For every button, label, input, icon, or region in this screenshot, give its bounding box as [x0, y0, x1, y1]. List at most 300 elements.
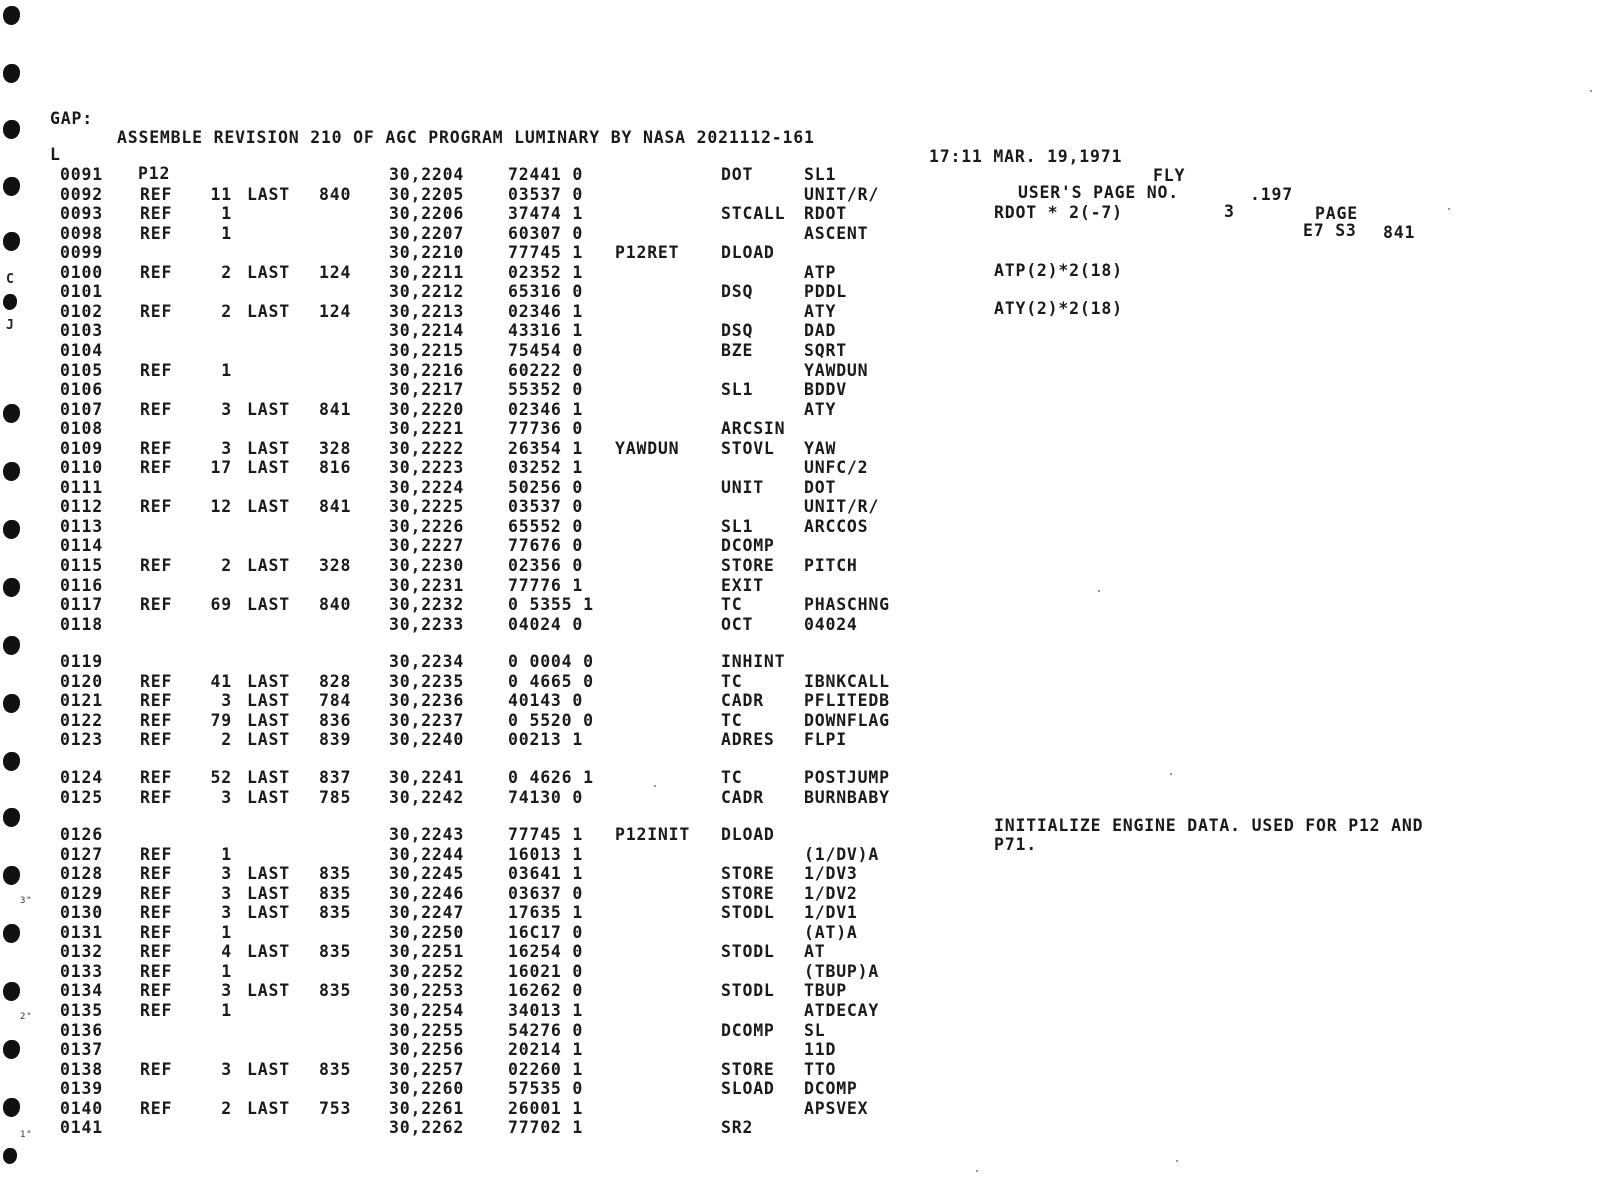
octal-word: 55352 0 [508, 380, 584, 400]
last-marker: LAST [247, 301, 290, 321]
line-number: 0140 [60, 1098, 103, 1118]
octal-word: 16262 0 [508, 981, 584, 1001]
scan-speck [1448, 208, 1450, 210]
last-page: 753 [319, 1098, 352, 1118]
line-number: 0116 [60, 575, 103, 595]
ref-marker: REF [140, 204, 173, 224]
operand: 1/DV1 [804, 903, 858, 923]
opcode: STORE [721, 556, 775, 575]
line-number: 0115 [60, 556, 103, 575]
ref-marker: REF [140, 691, 173, 711]
line-number: 0091 [60, 165, 103, 184]
ref-count: 41 [210, 671, 232, 691]
ref-count: 1 [221, 204, 232, 224]
operand: ATP [804, 262, 837, 282]
line-number: 0130 [60, 903, 103, 923]
address: 30,2255 [389, 1020, 465, 1040]
scan-speck [1170, 773, 1172, 775]
ref-count: 1 [221, 360, 232, 380]
operand: POSTJUMP [804, 767, 890, 787]
operand: YAW [804, 438, 837, 458]
octal-word: 43316 1 [508, 321, 584, 341]
last-marker: LAST [247, 864, 290, 884]
line-number: 0112 [60, 497, 103, 517]
ref-marker: REF [140, 942, 173, 962]
line-number: 0104 [60, 340, 103, 360]
line-number: 0138 [60, 1059, 103, 1079]
comment-initialize-line2: P71. [994, 835, 1037, 854]
last-marker: LAST [247, 767, 290, 787]
ref-marker: REF [140, 787, 173, 807]
octal-word: 02346 1 [508, 399, 584, 419]
operand: UNIT/R/ [804, 184, 880, 204]
octal-word: 26001 1 [508, 1098, 584, 1118]
address: 30,2232 [389, 595, 465, 615]
last-page: 837 [319, 767, 352, 787]
address: 30,2204 [389, 165, 465, 184]
ref-marker: REF [140, 399, 173, 419]
last-page: 784 [319, 691, 352, 711]
listing-row [0, 652, 960, 671]
ref-count: 12 [210, 497, 232, 517]
address: 30,2225 [389, 497, 465, 517]
operand: BURNBABY [804, 787, 890, 807]
line-number: 0111 [60, 477, 103, 497]
address: 30,2240 [389, 730, 465, 750]
ref-count: 3 [221, 787, 232, 807]
address: 30,2246 [389, 883, 465, 903]
address: 30,2260 [389, 1079, 465, 1099]
header-title: ASSEMBLE REVISION 210 OF AGC PROGRAM LUMINARY BY NASA 2021112-161 [117, 128, 815, 147]
listing-row [0, 942, 960, 961]
line-number: 0126 [60, 825, 103, 845]
opcode: DCOMP [721, 1020, 775, 1040]
ref-marker: REF [140, 671, 173, 691]
opcode: INHINT [721, 652, 786, 672]
last-page: 836 [319, 710, 352, 730]
listing-row [0, 576, 960, 595]
label: YAWDUN [615, 438, 680, 458]
listing-row [0, 517, 960, 536]
listing-row [0, 341, 960, 360]
ref-count: 2 [221, 1098, 232, 1118]
log-section: P12 [138, 164, 171, 183]
ref-count: 1 [221, 844, 232, 864]
last-page: 785 [319, 787, 352, 807]
octal-word: 26354 1 [508, 438, 584, 458]
address: 30,2207 [389, 223, 465, 243]
opcode: DSQ [721, 282, 754, 302]
line-number: 0141 [60, 1118, 103, 1138]
last-marker: LAST [247, 691, 290, 711]
operand: DAD [804, 321, 837, 341]
ref-count: 1 [221, 1001, 232, 1020]
header-fraction: .197 [1250, 185, 1293, 204]
listing-row [0, 361, 960, 380]
comment-atp: ATP(2)*2(18) [994, 261, 1123, 280]
last-marker: LAST [247, 671, 290, 691]
octal-word: 37474 1 [508, 204, 584, 224]
ref-marker: REF [140, 981, 173, 1001]
listing-row [0, 263, 960, 282]
line-number: 0107 [60, 399, 103, 419]
opcode: BZE [721, 340, 754, 360]
last-page: 840 [319, 595, 352, 615]
opcode: STODL [721, 942, 775, 962]
ref-count: 52 [210, 767, 232, 787]
line-number: 0118 [60, 614, 103, 634]
header-page-number: 841 [1383, 223, 1416, 242]
address: 30,2257 [389, 1059, 465, 1079]
operand: PDDL [804, 282, 847, 302]
operand: UNIT/R/ [804, 497, 880, 517]
operand: 1/DV2 [804, 883, 858, 903]
listing-row [0, 711, 960, 730]
line-number: 0114 [60, 536, 103, 556]
last-marker: LAST [247, 730, 290, 750]
ref-marker: REF [140, 961, 173, 981]
opcode: TC [721, 710, 743, 730]
comment-rdot: RDOT * 2(-7) [994, 203, 1123, 222]
octal-word: 16C17 0 [508, 922, 584, 942]
opcode: DCOMP [721, 536, 775, 556]
users-page-number: 3 [1224, 202, 1235, 221]
last-page: 841 [319, 399, 352, 419]
listing-row [0, 884, 960, 903]
address: 30,2231 [389, 575, 465, 595]
scan-speck [1176, 1160, 1178, 1162]
last-page: 835 [319, 903, 352, 923]
octal-word: 03641 1 [508, 864, 584, 884]
address: 30,2220 [389, 399, 465, 419]
line-number: 0124 [60, 767, 103, 787]
last-marker: LAST [247, 903, 290, 923]
operand: 1/DV3 [804, 864, 858, 884]
ref-count: 3 [221, 691, 232, 711]
operand: SQRT [804, 340, 847, 360]
subheader-code: E7 S3 [1303, 221, 1357, 240]
line-number: 0133 [60, 961, 103, 981]
line-number: 0100 [60, 262, 103, 282]
opcode: UNIT [721, 477, 764, 497]
opcode: DSQ [721, 321, 754, 341]
comment-aty: ATY(2)*2(18) [994, 299, 1123, 318]
ref-count: 2 [221, 301, 232, 321]
line-number: 0132 [60, 942, 103, 962]
operand: TTO [804, 1059, 837, 1079]
last-page: 328 [319, 438, 352, 458]
last-page: 835 [319, 1059, 352, 1079]
listing-row [0, 458, 960, 477]
address: 30,2230 [389, 556, 465, 575]
octal-word: 0 4626 1 [508, 767, 594, 787]
ref-marker: REF [140, 223, 173, 243]
ref-marker: REF [140, 301, 173, 321]
octal-word: 00213 1 [508, 730, 584, 750]
listing-row [0, 556, 960, 575]
header-prefix: GAP: [50, 109, 93, 128]
octal-word: 34013 1 [508, 1001, 584, 1020]
address: 30,2256 [389, 1040, 465, 1060]
last-marker: LAST [247, 787, 290, 807]
operand: FLPI [804, 730, 847, 750]
octal-word: 17635 1 [508, 903, 584, 923]
opcode: EXIT [721, 575, 764, 595]
operand: APSVEX [804, 1098, 869, 1118]
line-number: 0119 [60, 652, 103, 672]
address: 30,2241 [389, 767, 465, 787]
operand: YAWDUN [804, 360, 869, 380]
operand: ARCCOS [804, 516, 869, 536]
operand: DOWNFLAG [804, 710, 890, 730]
line-number: 0139 [60, 1079, 103, 1099]
line-number: 0136 [60, 1020, 103, 1040]
last-marker: LAST [247, 942, 290, 962]
listing-row [0, 595, 960, 614]
line-number: 0134 [60, 981, 103, 1001]
ruler-mark: 3" [20, 896, 33, 906]
octal-word: 40143 0 [508, 691, 584, 711]
opcode: OCT [721, 614, 754, 634]
operand: RDOT [804, 204, 847, 224]
ruler-mark: 1" [20, 1130, 33, 1140]
opcode: SL1 [721, 516, 754, 536]
operand: 11D [804, 1040, 837, 1060]
address: 30,2247 [389, 903, 465, 923]
last-page: 835 [319, 981, 352, 1001]
octal-word: 77676 0 [508, 536, 584, 556]
scan-speck [976, 1170, 978, 1172]
header-mode: FLY [1153, 166, 1186, 185]
octal-word: 0 0004 0 [508, 652, 594, 672]
opcode: SR2 [721, 1118, 754, 1138]
listing-row [0, 165, 960, 184]
octal-word: 03537 0 [508, 184, 584, 204]
operand: DCOMP [804, 1079, 858, 1099]
ref-marker: REF [140, 844, 173, 864]
last-page: 124 [319, 262, 352, 282]
ref-marker: REF [140, 184, 173, 204]
address: 30,2245 [389, 864, 465, 884]
octal-word: 54276 0 [508, 1020, 584, 1040]
octal-word: 16013 1 [508, 844, 584, 864]
address: 30,2234 [389, 652, 465, 672]
listing-row [0, 615, 960, 634]
last-marker: LAST [247, 710, 290, 730]
listing-row [0, 845, 960, 864]
ruler-mark: 2" [20, 1012, 33, 1022]
last-marker: LAST [247, 438, 290, 458]
octal-word: 02260 1 [508, 1059, 584, 1079]
listing-row [0, 903, 960, 922]
line-number: 0120 [60, 671, 103, 691]
ref-marker: REF [140, 767, 173, 787]
ref-marker: REF [140, 903, 173, 923]
line-number: 0129 [60, 883, 103, 903]
ref-marker: REF [140, 1059, 173, 1079]
listing-row [0, 204, 960, 223]
opcode: STORE [721, 1059, 775, 1079]
operand: (1/DV)A [804, 844, 880, 864]
listing-row [0, 497, 960, 516]
address: 30,2213 [389, 301, 465, 321]
line-number: 0135 [60, 1001, 103, 1020]
address: 30,2214 [389, 321, 465, 341]
last-page: 816 [319, 458, 352, 478]
address: 30,2235 [389, 671, 465, 691]
ref-marker: REF [140, 262, 173, 282]
opcode: TC [721, 671, 743, 691]
opcode: STCALL [721, 204, 786, 224]
address: 30,2215 [389, 340, 465, 360]
opcode: DLOAD [721, 825, 775, 845]
ref-count: 2 [221, 730, 232, 750]
address: 30,2254 [389, 1001, 465, 1020]
line-number: 0101 [60, 282, 103, 302]
operand: 04024 [804, 614, 858, 634]
octal-word: 65552 0 [508, 516, 584, 536]
address: 30,2251 [389, 942, 465, 962]
listing-row [0, 825, 960, 844]
octal-word: 75454 0 [508, 340, 584, 360]
line-number: 0103 [60, 321, 103, 341]
comment-initialize-line1: INITIALIZE ENGINE DATA. USED FOR P12 AND [994, 816, 1424, 835]
line-number: 0099 [60, 243, 103, 263]
octal-word: 77745 1 [508, 825, 584, 845]
address: 30,2244 [389, 844, 465, 864]
last-marker: LAST [247, 262, 290, 282]
last-marker: LAST [247, 556, 290, 575]
scan-speck [1590, 90, 1592, 92]
operand: BDDV [804, 380, 847, 400]
ref-marker: REF [140, 864, 173, 884]
opcode: SL1 [721, 380, 754, 400]
type-code: L [50, 145, 61, 164]
operand: ASCENT [804, 223, 869, 243]
address: 30,2237 [389, 710, 465, 730]
line-number: 0098 [60, 223, 103, 243]
listing-row [0, 380, 960, 399]
ref-count: 17 [210, 458, 232, 478]
address: 30,2252 [389, 961, 465, 981]
last-page: 828 [319, 671, 352, 691]
octal-word: 77745 1 [508, 243, 584, 263]
address: 30,2206 [389, 204, 465, 224]
octal-word: 65316 0 [508, 282, 584, 302]
address: 30,2223 [389, 458, 465, 478]
opcode: STODL [721, 903, 775, 923]
last-marker: LAST [247, 883, 290, 903]
ref-count: 1 [221, 223, 232, 243]
octal-word: 57535 0 [508, 1079, 584, 1099]
address: 30,2236 [389, 691, 465, 711]
address: 30,2250 [389, 922, 465, 942]
ref-count: 4 [221, 942, 232, 962]
punch-hole [3, 120, 20, 139]
listing-row [0, 185, 960, 204]
scan-speck [654, 785, 656, 787]
octal-word: 20214 1 [508, 1040, 584, 1060]
octal-word: 02352 1 [508, 262, 584, 282]
ref-marker: REF [140, 883, 173, 903]
listing-row [0, 243, 960, 262]
listing-row [0, 400, 960, 419]
opcode: TC [721, 767, 743, 787]
octal-word: 03637 0 [508, 883, 584, 903]
listing-row [0, 224, 960, 243]
last-marker: LAST [247, 595, 290, 615]
line-number: 0137 [60, 1040, 103, 1060]
line-number: 0113 [60, 516, 103, 536]
ref-count: 1 [221, 961, 232, 981]
listing-row [0, 478, 960, 497]
address: 30,2222 [389, 438, 465, 458]
octal-word: 77736 0 [508, 419, 584, 439]
last-page: 841 [319, 497, 352, 517]
last-marker: LAST [247, 184, 290, 204]
listing-row [0, 864, 960, 883]
octal-word: 74130 0 [508, 787, 584, 807]
last-marker: LAST [247, 1059, 290, 1079]
address: 30,2216 [389, 360, 465, 380]
octal-word: 16254 0 [508, 942, 584, 962]
ref-marker: REF [140, 710, 173, 730]
listing-row [0, 1040, 960, 1059]
operand: DOT [804, 477, 837, 497]
ref-marker: REF [140, 595, 173, 615]
ref-count: 3 [221, 399, 232, 419]
listing-row [0, 788, 960, 807]
line-number: 0093 [60, 204, 103, 224]
line-number: 0123 [60, 730, 103, 750]
last-page: 124 [319, 301, 352, 321]
operand: TBUP [804, 981, 847, 1001]
ref-count: 3 [221, 883, 232, 903]
ref-marker: REF [140, 922, 173, 942]
line-number: 0109 [60, 438, 103, 458]
ref-marker: REF [140, 458, 173, 478]
label: P12INIT [615, 825, 691, 845]
ref-marker: REF [140, 1001, 173, 1020]
header-timestamp: 17:11 MAR. 19,1971 [929, 147, 1123, 166]
operand: PFLITEDB [804, 691, 890, 711]
last-marker: LAST [247, 399, 290, 419]
line-number: 0127 [60, 844, 103, 864]
operand: PITCH [804, 556, 858, 575]
header-page-label: PAGE [1315, 204, 1358, 223]
listing-row [0, 1060, 960, 1079]
line-number: 0125 [60, 787, 103, 807]
opcode: STORE [721, 864, 775, 884]
address: 30,2261 [389, 1098, 465, 1118]
ref-count: 69 [210, 595, 232, 615]
last-marker: LAST [247, 497, 290, 517]
operand: UNFC/2 [804, 458, 869, 478]
last-page: 835 [319, 942, 352, 962]
octal-word: 60222 0 [508, 360, 584, 380]
listing-row [0, 768, 960, 787]
operand: (AT)A [804, 922, 858, 942]
listing-row [0, 302, 960, 321]
address: 30,2211 [389, 262, 465, 282]
listing-row [0, 1079, 960, 1098]
listing-row [0, 730, 960, 749]
opcode: DLOAD [721, 243, 775, 263]
line-number: 0131 [60, 922, 103, 942]
label: P12RET [615, 243, 680, 263]
address: 30,2262 [389, 1118, 465, 1138]
listing-row [0, 1118, 960, 1137]
